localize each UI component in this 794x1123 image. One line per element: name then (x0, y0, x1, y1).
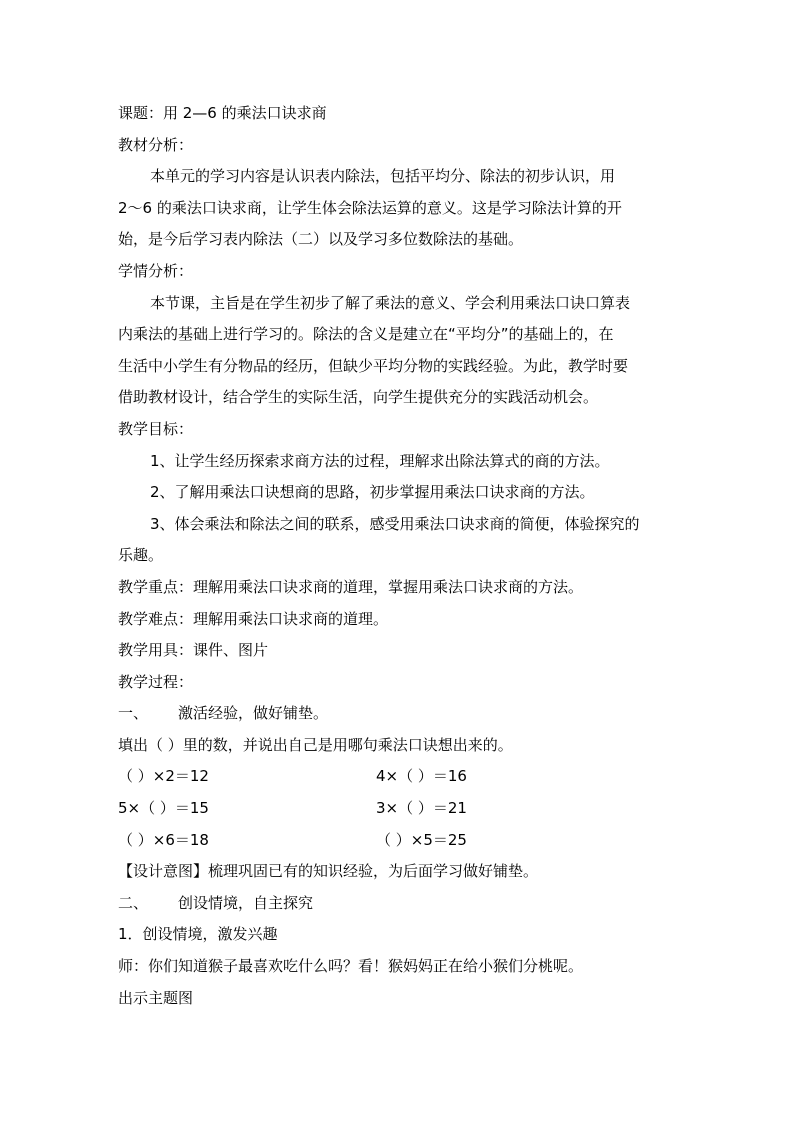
student-analysis-line: 生活中小学生有分物品的经历，但缺少平均分物的实践经验。为此，教学时要 (118, 356, 629, 375)
textbook-analysis-line: 本单元的学习内容是认识表内除法，包括平均分、除法的初步认识，用 (150, 167, 616, 186)
student-analysis-line: 内乘法的基础上进行学习的。除法的含义是建立在“平均分”的基础上的，在 (118, 325, 614, 344)
section2-title: 创设情境，自主探究 (178, 893, 314, 912)
equation: 3×（ ）＝21 (376, 799, 467, 818)
teaching-tools: 教学用具：课件、图片 (118, 641, 269, 660)
textbook-analysis-heading: 教材分析： (118, 135, 194, 154)
section2-subheading: 1．创设情境，激发兴趣 (118, 925, 278, 944)
equation: （ ）×5＝25 (376, 830, 467, 849)
objective-item: 2、了解用乘法口诀想商的思路，初步掌握用乘法口诀求商的方法。 (150, 483, 595, 502)
section2-number: 二、 (118, 893, 149, 912)
document-page (118, 98, 678, 1014)
design-intent: 【设计意图】梳理巩固已有的知识经验，为后面学习做好铺垫。 (118, 862, 539, 881)
equation: （ ）×2＝12 (118, 767, 209, 786)
section1-heading (118, 698, 678, 730)
section1-number: 一、 (118, 704, 149, 723)
objectives-heading: 教学目标： (118, 419, 194, 438)
student-analysis-line: 借助教材设计，结合学生的实际生活，向学生提供充分的实践活动机会。 (118, 388, 599, 407)
student-analysis-heading: 学情分析： (118, 261, 194, 280)
difficult-point: 教学难点：理解用乘法口诀求商的道理。 (118, 609, 389, 628)
textbook-analysis-line: 2～6 的乘法口诀求商，让学生体会除法运算的意义。这是学习除法计算的开 (118, 198, 622, 217)
key-point: 教学重点：理解用乘法口诀求商的道理，掌握用乘法口诀求商的方法。 (118, 577, 584, 596)
objective-item: 1、让学生经历探索求商方法的过程，理解求出除法算式的商的方法。 (150, 451, 610, 470)
equation: （ ）×6＝18 (118, 830, 209, 849)
section2-heading (118, 888, 678, 920)
lesson-title: 课题：用 2—6 的乘法口诀求商 (118, 104, 327, 122)
equation: 4×（ ）＝16 (376, 767, 467, 786)
student-analysis-line: 本节课，主旨是在学生初步了解了乘法的意义、学会利用乘法口诀口算表 (150, 293, 631, 312)
objective-item-continued: 乐趣。 (118, 546, 164, 565)
equation: 5×（ ）＝15 (118, 799, 209, 818)
equation-row (118, 793, 678, 825)
objective-item: 3、体会乘法和除法之间的联系，感受用乘法口诀求商的简便，体验探究的 (150, 514, 640, 533)
teacher-dialogue: 师：你们知道猴子最喜欢吃什么吗？看！猴妈妈正在给小猴们分桃呢。 (118, 957, 584, 976)
process-heading: 教学过程： (118, 672, 194, 691)
equation-row (118, 761, 678, 793)
equation-row (118, 825, 678, 857)
show-image-note: 出示主题图 (118, 988, 194, 1007)
section1-instruction: 填出（ ）里的数，并说出自己是用哪句乘法口诀想出来的。 (118, 735, 513, 754)
textbook-analysis-line: 始，是今后学习表内除法（二）以及学习多位数除法的基础。 (118, 230, 524, 249)
section1-title: 激活经验，做好铺垫。 (178, 704, 329, 723)
